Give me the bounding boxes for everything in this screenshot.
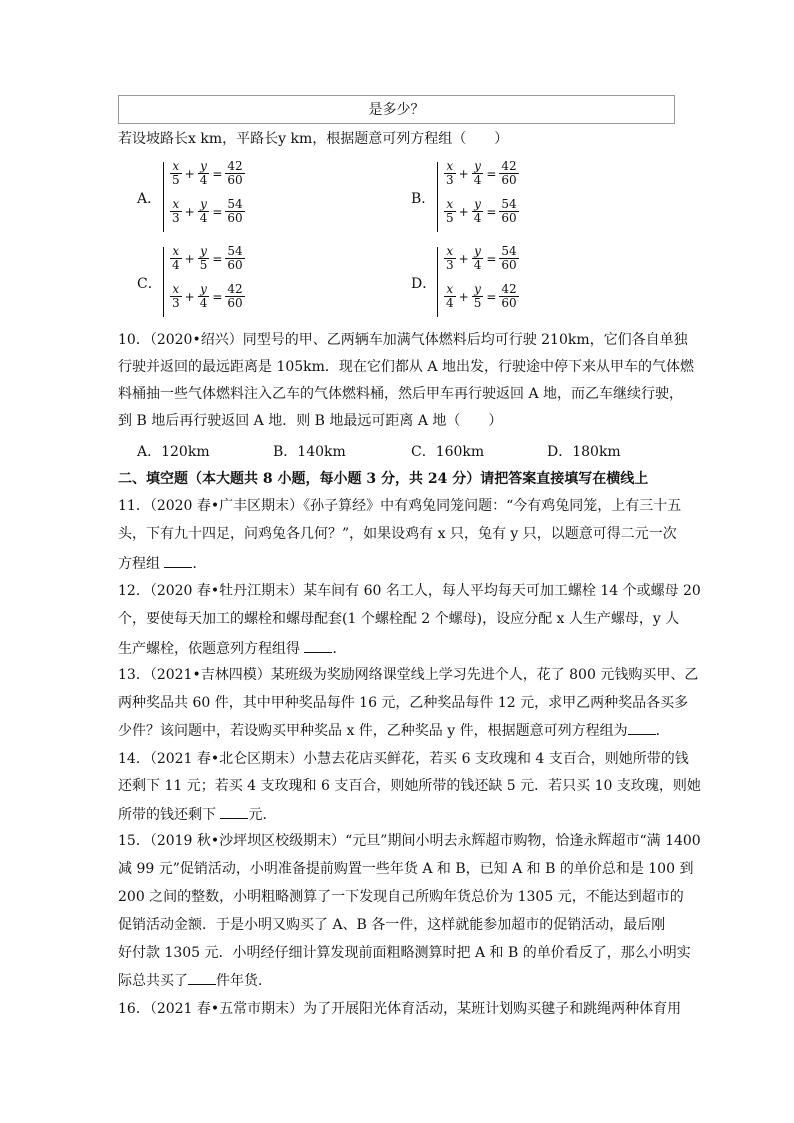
equation-2 — [169, 283, 246, 310]
denominator: 60 — [501, 173, 517, 187]
numerator: 54 — [227, 244, 243, 258]
fraction-term-y — [198, 245, 210, 272]
q15-line-1: 15．（2019 秋•沙坪坝区校级期末）“元旦”期间小明去永辉超市购物，恰逢永辉超市“满 1400 — [118, 833, 701, 849]
denominator: 4 — [473, 258, 482, 272]
q10-option-b: B．140km — [273, 444, 346, 460]
denominator: 5 — [172, 173, 180, 187]
equation-2 — [443, 283, 520, 310]
fraction-term-y — [198, 160, 210, 187]
numerator: 54 — [501, 244, 517, 258]
answer-blank — [188, 972, 216, 985]
q10-option-d: D．180km — [547, 444, 621, 460]
fraction-term-x — [170, 160, 182, 187]
denominator: 4 — [172, 258, 180, 272]
numerator: y — [472, 245, 484, 259]
denominator: 60 — [501, 211, 517, 225]
denominator: 4 — [199, 211, 208, 225]
fraction-result — [225, 160, 244, 187]
denominator: 5 — [473, 296, 482, 310]
q14-line-3 — [118, 806, 276, 824]
q13-line-3-text: 少件？该问题中，若设购买甲种奖品 x 件，乙种奖品 y 件，根据题意可列方程组为 — [118, 723, 628, 739]
q15-suffix: 件年货． — [216, 973, 272, 989]
q13-line-2: 两种奖品共 60 件，其中甲种奖品每件 16 元，乙种奖品每件 12 元，求甲乙两种奖品各买多 — [118, 695, 689, 711]
option-label: C． — [137, 276, 162, 292]
box-question-text: 是多少？ — [368, 102, 425, 118]
denominator: 5 — [446, 211, 454, 225]
denominator: 60 — [501, 296, 517, 310]
fraction-result — [225, 198, 244, 225]
numerator: y — [472, 283, 484, 297]
denominator: 60 — [501, 258, 517, 272]
equation-2 — [443, 198, 520, 225]
q13-line-1: 13．（2021•吉林四模）某班级为奖励网络课堂线上学习先进个人，花了 800 元钱购买甲、乙 — [118, 667, 699, 683]
plus-sign: + — [458, 166, 469, 181]
q12-line-2: 个，要使每天加工的螺栓和螺母配套(1 个螺栓配 2 个螺母)，设应分配 x 人生产螺母，y 人 — [118, 611, 680, 627]
denominator: 60 — [227, 296, 243, 310]
q14-line-3-text: 所带的钱还剩下 — [118, 807, 221, 823]
equals-sign: = — [212, 251, 223, 266]
denominator: 5 — [199, 258, 208, 272]
equals-sign: = — [212, 289, 223, 304]
q14-line-1: 14．（2021 春•北仑区期末）小慧去花店买鲜花，若买 6 支玫瑰和 4 支百合，则她所带的钱 — [118, 751, 689, 767]
plus-sign: + — [184, 166, 195, 181]
numerator: x — [444, 245, 456, 259]
equation-2 — [169, 198, 246, 225]
q10-option-c: C．160km — [411, 444, 485, 460]
q12-line-3: 生产螺栓，依题意列方程组得 ． — [118, 641, 347, 657]
denominator: 60 — [227, 173, 243, 187]
denominator: 3 — [172, 211, 180, 225]
fraction-result — [499, 198, 518, 225]
q11-line-1: 11．（2020 春•广丰区期末）《孙子算经》中有鸡兔同笼问题：“今有鸡兔同笼，上有三十五 — [118, 498, 682, 514]
fraction-term-y — [472, 283, 484, 310]
plus-sign: + — [458, 204, 469, 219]
numerator: y — [472, 160, 484, 174]
q11-line-3-text: 方程组 — [118, 556, 165, 572]
denominator: 4 — [473, 211, 482, 225]
fraction-result — [225, 283, 244, 310]
answer-blank — [220, 806, 248, 819]
fraction-term-y — [198, 283, 210, 310]
q10-line-4: 到 B 地后再行驶返回 A 地．则 B 地最远可距离 A 地（ ） — [118, 413, 503, 429]
equation-1 — [443, 160, 520, 187]
q15-line-3: 200 之间的整数，小明粗略测算了一下发现自己所购年货总价为 1305 元，不能达到超市的 — [118, 889, 684, 905]
fraction-term-y — [472, 160, 484, 187]
q16-line-1: 16．（2021 春•五常市期末）为了开展阳光体育活动，某班计划购买毽子和跳绳两种体育用 — [118, 1001, 682, 1017]
fraction-result — [225, 245, 244, 272]
answer-blank — [164, 555, 192, 568]
q15-line-6 — [118, 972, 272, 990]
equation-1 — [443, 245, 520, 272]
equation-1 — [169, 160, 246, 187]
denominator: 60 — [227, 211, 243, 225]
equals-sign: = — [212, 204, 223, 219]
denominator: 4 — [473, 173, 482, 187]
numerator: y — [198, 245, 210, 259]
q14-line-2: 还剩下 11 元；若买 4 支玫瑰和 6 支百合，则她所带的钱还缺 5 元．若只买 10 支玫瑰，则她 — [118, 778, 701, 794]
numerator: 54 — [227, 197, 243, 211]
fraction-term-x — [170, 245, 182, 272]
q11-line-3: 方程组 ． — [118, 556, 207, 572]
section2-title: 二、填空题（本大题共 8 小题，每小题 3 分，共 24 分）请把答案直接填写在横线上 — [118, 471, 649, 487]
fraction-term-y — [472, 198, 484, 225]
equals-sign: = — [212, 166, 223, 181]
question-box — [118, 95, 675, 124]
plus-sign: + — [184, 289, 195, 304]
fraction-term-x — [444, 198, 456, 225]
equals-sign: = — [486, 166, 497, 181]
option-label: D． — [411, 276, 437, 292]
equals-sign: = — [486, 204, 497, 219]
option-label: A． — [137, 191, 162, 207]
numerator: 42 — [501, 282, 517, 296]
denominator: 3 — [446, 258, 454, 272]
q15-line-6-text: 际总共买了 — [118, 973, 188, 989]
fraction-result — [499, 160, 518, 187]
plus-sign: + — [184, 251, 195, 266]
q10-line-1: 10．（2020•绍兴）同型号的甲、乙两辆车加满气体燃料后均可行驶 210km，它们各自单独 — [118, 332, 688, 348]
numerator: 42 — [227, 159, 243, 173]
answer-blank — [304, 640, 332, 653]
q13-line-3: 少件？该问题中，若设购买甲种奖品 x 件，乙种奖品 y 件，根据题意可列方程组为 ． — [118, 723, 670, 739]
numerator: x — [444, 160, 456, 174]
numerator: y — [472, 198, 484, 212]
option-label: B． — [411, 191, 436, 207]
numerator: 54 — [501, 197, 517, 211]
q15-line-5: 好付款 1305 元．小明经仔细计算发现前面粗略测算时把 A 和 B 的单价看反了，那么小明实 — [118, 945, 691, 961]
equals-sign: = — [486, 289, 497, 304]
q12-line-3-text: 生产螺栓，依题意列方程组得 — [118, 641, 305, 657]
fraction-term-x — [170, 283, 182, 310]
numerator: y — [198, 198, 210, 212]
fraction-term-x — [170, 198, 182, 225]
q9-stem: 若设坡路长x km，平路长y km，根据题意可列方程组（ ） — [118, 131, 509, 147]
fraction-result — [499, 283, 518, 310]
denominator: 4 — [199, 296, 208, 310]
plus-sign: + — [458, 251, 469, 266]
numerator: x — [170, 245, 182, 259]
equals-sign: = — [486, 251, 497, 266]
denominator: 60 — [227, 258, 243, 272]
fraction-term-y — [198, 198, 210, 225]
denominator: 4 — [446, 296, 454, 310]
numerator: x — [170, 283, 182, 297]
q10-line-2: 行驶并返回的最远距离是 105km．现在它们都从 A 地出发，行驶途中停下来从甲车的气体燃 — [118, 359, 694, 375]
numerator: x — [170, 160, 182, 174]
denominator: 3 — [172, 296, 180, 310]
numerator: x — [170, 198, 182, 212]
numerator: x — [444, 198, 456, 212]
fraction-result — [499, 245, 518, 272]
fraction-term-x — [444, 160, 456, 187]
numerator: y — [198, 283, 210, 297]
denominator: 3 — [446, 173, 454, 187]
numerator: x — [444, 283, 456, 297]
q14-suffix: 元． — [248, 807, 277, 823]
q15-line-2: 减 99 元”促销活动，小明准备提前购置一些年货 A 和 B，已知 A 和 B 的单价总和是 100 到 — [118, 861, 694, 877]
q11-line-2: 头，下有九十四足，问鸡兔各几何？”，如果设鸡有 x 只，兔有 y 只，以题意可得二元一次 — [118, 526, 677, 542]
q15-line-4: 促销活动金额．于是小明又购买了 A、B 各一件，这样就能参加超市的促销活动，最后刚 — [118, 917, 666, 933]
answer-blank — [628, 722, 656, 735]
q12-line-1: 12．（2020 春•牡丹江期末）某车间有 60 名工人，每人平均每天可加工螺栓 14 个或螺母 20 — [118, 583, 701, 599]
equation-1 — [169, 245, 246, 272]
q10-option-a: A．120km — [137, 444, 210, 460]
numerator: y — [198, 160, 210, 174]
denominator: 4 — [199, 173, 208, 187]
plus-sign: + — [458, 289, 469, 304]
plus-sign: + — [184, 204, 195, 219]
numerator: 42 — [227, 282, 243, 296]
numerator: 42 — [501, 159, 517, 173]
q10-line-3: 料桶抽一些气体燃料注入乙车的气体燃料桶，然后甲车再行驶返回 A 地，而乙车继续行驶， — [118, 386, 684, 402]
fraction-term-x — [444, 283, 456, 310]
fraction-term-y — [472, 245, 484, 272]
fraction-term-x — [444, 245, 456, 272]
